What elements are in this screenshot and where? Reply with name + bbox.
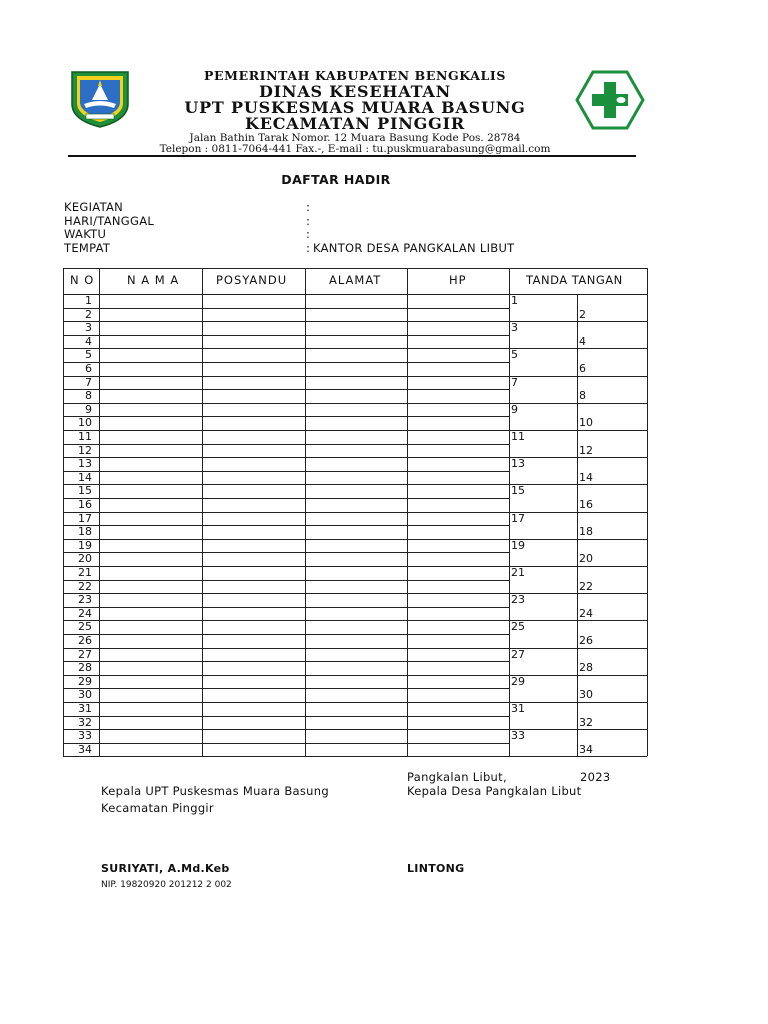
column-header-hp: HP <box>449 273 467 287</box>
column-header-no: N O <box>70 273 95 287</box>
signature-slot-number: 4 <box>579 334 586 348</box>
row-number: 25 <box>78 620 92 634</box>
signature-pair-line <box>509 321 647 322</box>
header-district-line: KECAMATAN PINGGIR <box>245 114 465 133</box>
table-row-line <box>63 607 509 608</box>
row-number: 29 <box>78 674 92 688</box>
table-row-line <box>63 539 509 540</box>
signature-slot-number: 7 <box>511 375 518 389</box>
table-row-line <box>63 471 509 472</box>
signature-slot-number: 8 <box>579 389 586 403</box>
row-number: 13 <box>78 457 92 471</box>
table-row-line <box>63 498 509 499</box>
left-signatory-nip: NIP. 19820920 201212 2 002 <box>101 880 232 890</box>
table-row-line <box>63 389 509 390</box>
signing-place-date: Pangkalan Libut, <box>407 770 507 784</box>
table-row-line <box>63 376 509 377</box>
info-label-waktu: WAKTU <box>64 227 107 241</box>
row-number: 7 <box>85 375 92 389</box>
signature-slot-number: 3 <box>511 321 518 335</box>
row-number: 3 <box>85 321 92 335</box>
table-border-top <box>63 268 647 269</box>
health-cross-icon <box>575 70 645 130</box>
signature-slot-number: 24 <box>579 606 593 620</box>
table-row-line <box>63 661 509 662</box>
table-row-line <box>63 716 509 717</box>
right-signatory-name: LINTONG <box>407 862 465 875</box>
table-row-line <box>63 688 509 689</box>
info-separator: : <box>306 227 311 241</box>
table-row-line <box>63 702 509 703</box>
table-row-line <box>63 321 509 322</box>
row-number: 21 <box>78 566 92 579</box>
row-number: 30 <box>78 688 92 702</box>
bengkalis-regency-emblem-icon <box>68 70 132 128</box>
header-unit-line: UPT PUSKESMAS MUARA BASUNG <box>184 98 526 117</box>
signature-slot-number: 30 <box>579 688 593 702</box>
signature-slot-number: 21 <box>511 566 525 579</box>
right-signatory-title: Kepala Desa Pangkalan Libut <box>407 784 582 798</box>
signature-slot-number: 16 <box>579 498 593 511</box>
table-row-line <box>63 552 509 553</box>
signing-year: 2023 <box>580 770 611 784</box>
column-header-nama: N A M A <box>127 273 180 287</box>
row-number: 4 <box>85 334 92 348</box>
table-row-line <box>63 566 509 567</box>
signature-pair-line <box>509 648 647 649</box>
signature-pair-line <box>509 675 647 676</box>
table-row-line <box>63 525 509 526</box>
table-row-line <box>63 743 509 744</box>
signature-slot-number: 28 <box>579 661 593 675</box>
info-label-kegiatan: KEGIATAN <box>64 200 124 214</box>
row-number: 31 <box>78 702 92 715</box>
signature-pair-line <box>509 403 647 404</box>
row-number: 23 <box>78 593 92 607</box>
table-row-line <box>63 648 509 649</box>
signature-slot-number: 20 <box>579 552 593 566</box>
signature-slot-number: 11 <box>511 430 525 443</box>
row-number: 6 <box>85 362 92 375</box>
signature-slot-number: 31 <box>511 702 525 715</box>
row-number: 11 <box>78 430 92 443</box>
row-number: 22 <box>78 579 92 593</box>
column-header-tanda-tangan: TANDA TANGAN <box>526 273 623 287</box>
signature-slot-number: 15 <box>511 484 525 498</box>
signature-slot-number: 29 <box>511 674 525 688</box>
signature-slot-number: 22 <box>579 579 593 593</box>
header-address: Jalan Bathin Tarak Nomor. 12 Muara Basung Kode Pos. 28784 <box>189 132 521 144</box>
signature-slot-number: 23 <box>511 593 525 607</box>
row-number: 33 <box>78 729 92 743</box>
info-separator: : <box>306 241 311 255</box>
row-number: 24 <box>78 606 92 620</box>
table-row-line <box>63 675 509 676</box>
table-row-line <box>63 403 509 404</box>
table-row-line <box>63 620 509 621</box>
signature-slot-number: 14 <box>579 470 593 484</box>
signature-slot-number: 12 <box>579 443 593 457</box>
table-header-border <box>63 294 647 295</box>
signature-pair-line <box>509 593 647 594</box>
row-number: 19 <box>78 538 92 552</box>
info-value-tempat: KANTOR DESA PANGKALAN LIBUT <box>313 241 515 255</box>
signature-slot-number: 2 <box>579 307 586 321</box>
signature-slot-number: 18 <box>579 525 593 539</box>
signature-split-line <box>577 294 578 756</box>
signature-slot-number: 9 <box>511 402 518 416</box>
table-row-line <box>63 416 509 417</box>
row-number: 28 <box>78 661 92 675</box>
signature-slot-number: 33 <box>511 729 525 743</box>
row-number: 34 <box>78 742 92 756</box>
row-number: 15 <box>78 484 92 498</box>
signature-pair-line <box>509 539 647 540</box>
table-row-line <box>63 634 509 635</box>
header-divider <box>68 155 636 157</box>
row-number: 32 <box>78 715 92 729</box>
signature-pair-line <box>509 430 647 431</box>
signature-pair-line <box>509 376 647 377</box>
info-separator: : <box>306 214 311 228</box>
row-number: 27 <box>78 647 92 661</box>
table-row-line <box>63 457 509 458</box>
left-signatory-name: SURIYATI, A.Md.Keb <box>101 862 230 875</box>
signature-pair-line <box>509 484 647 485</box>
table-row-line <box>63 593 509 594</box>
row-number: 12 <box>78 443 92 457</box>
row-number: 9 <box>85 402 92 416</box>
table-row-line <box>63 308 509 309</box>
table-row-line <box>63 430 509 431</box>
row-number: 16 <box>78 498 92 511</box>
table-row-line <box>63 348 509 349</box>
signature-slot-number: 25 <box>511 620 525 634</box>
left-signatory-title-line2: Kecamatan Pinggir <box>101 801 214 815</box>
row-number: 17 <box>78 511 92 525</box>
signature-pair-line <box>509 348 647 349</box>
table-row-line <box>63 580 509 581</box>
signature-pair-line <box>509 729 647 730</box>
table-row-line <box>63 335 509 336</box>
signature-slot-number: 5 <box>511 348 518 362</box>
signature-pair-line <box>509 566 647 567</box>
table-row-line <box>63 484 509 485</box>
signature-slot-number: 27 <box>511 647 525 661</box>
table-row-line <box>63 512 509 513</box>
table-row-line <box>63 362 509 363</box>
header-contact: Telepon : 0811-7064-441 Fax.-, E-mail : tu.puskmuarabasung@gmail.com <box>159 143 551 155</box>
row-number: 5 <box>85 348 92 362</box>
signature-slot-number: 19 <box>511 538 525 552</box>
signature-pair-line <box>509 457 647 458</box>
info-label-hari-tanggal: HARI/TANGGAL <box>64 214 155 228</box>
row-number: 2 <box>85 307 92 321</box>
row-number: 26 <box>78 634 92 647</box>
column-header-posyandu: POSYANDU <box>216 273 288 287</box>
row-number: 20 <box>78 552 92 566</box>
signature-pair-line <box>509 702 647 703</box>
info-separator: : <box>306 200 311 214</box>
table-border-bottom <box>63 756 647 757</box>
signature-slot-number: 13 <box>511 457 525 471</box>
left-signatory-title: Kepala UPT Puskesmas Muara Basung <box>101 784 329 798</box>
signature-slot-number: 6 <box>579 362 586 375</box>
table-column-line <box>647 268 648 756</box>
signature-slot-number: 32 <box>579 715 593 729</box>
signature-slot-number: 17 <box>511 511 525 525</box>
signature-slot-number: 34 <box>579 742 593 756</box>
row-number: 1 <box>85 294 92 307</box>
table-row-line <box>63 444 509 445</box>
signature-pair-line <box>509 620 647 621</box>
info-label-tempat: TEMPAT <box>64 241 111 255</box>
signature-slot-number: 26 <box>579 634 593 647</box>
row-number: 8 <box>85 389 92 403</box>
column-header-alamat: ALAMAT <box>329 273 382 287</box>
row-number: 14 <box>78 470 92 484</box>
table-row-line <box>63 729 509 730</box>
signature-slot-number: 1 <box>511 294 518 307</box>
row-number: 10 <box>78 416 92 430</box>
document-title: DAFTAR HADIR <box>281 172 391 187</box>
header-government-line: PEMERINTAH KABUPATEN BENGKALIS <box>204 68 506 83</box>
header-agency-line: DINAS KESEHATAN <box>258 82 452 101</box>
signature-slot-number: 10 <box>579 416 593 430</box>
row-number: 18 <box>78 525 92 539</box>
signature-pair-line <box>509 512 647 513</box>
